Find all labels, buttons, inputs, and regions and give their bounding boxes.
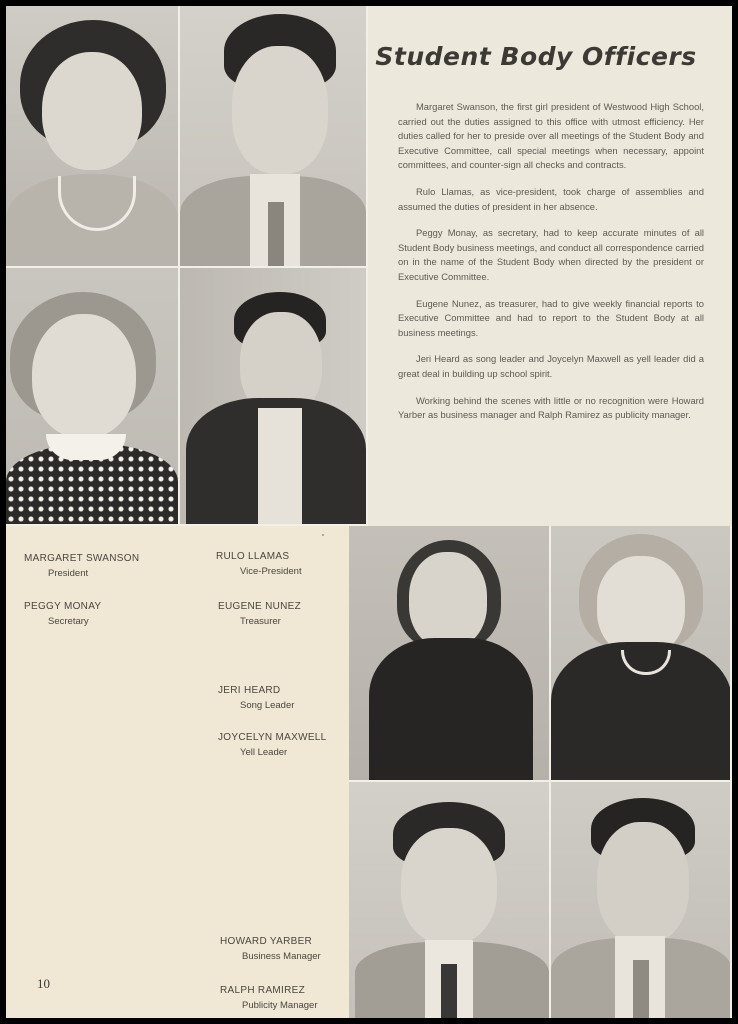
page-title: Student Body Officers [375, 42, 697, 71]
officer-role-yell-leader: Yell Leader [240, 747, 288, 758]
officer-role-president: President [48, 568, 89, 579]
article-paragraph: Jeri Heard as song leader and Joycelyn Maxwell as yell leader did a great deal in building up school spirit. [398, 353, 704, 379]
portrait-ralph-ramirez [551, 782, 732, 1018]
officer-name-yell-leader: JOYCELYN MAXWELL [218, 732, 327, 743]
portrait-jeri-heard [349, 526, 551, 782]
officer-name-treasurer: EUGENE NUNEZ [218, 601, 302, 612]
page-number: 10 [37, 976, 50, 991]
print-speck [322, 534, 324, 536]
officer-name-secretary: PEGGY MONAY [24, 601, 102, 612]
portrait-peggy-monay [6, 268, 180, 526]
officer-role-song-leader: Song Leader [240, 700, 295, 711]
article-paragraph: Margaret Swanson, the first girl president of Westwood High School, carried out the duties assigned to this office with utmost efficiency. Her duties called for her to preside over all meetings of the Student Body and Executive Committee, call special meetings when necessary, appoint committees, and counter-sign all checks and contracts. [398, 101, 704, 171]
portrait-eugene-nunez [180, 268, 368, 526]
officer-role-business-manager: Business Manager [242, 951, 321, 962]
portrait-joycelyn-maxwell [551, 526, 732, 782]
officer-name-publicity-manager: RALPH RAMIREZ [220, 985, 306, 996]
officer-name-president: MARGARET SWANSON [24, 553, 140, 564]
portrait-margaret-swanson [6, 6, 180, 268]
officer-name-vice-president: RULO LLAMAS [216, 551, 290, 562]
officer-role-publicity-manager: Publicity Manager [242, 1000, 318, 1011]
officer-role-vice-president: Vice-President [240, 566, 302, 577]
article-paragraph: Eugene Nunez, as treasurer, had to give weekly financial reports to Executive Committee and had to report to the Student Body at all business meetings. [398, 297, 704, 338]
officer-role-treasurer: Treasurer [240, 616, 281, 627]
article-paragraph: Working behind the scenes with little or no recognition were Howard Yarber as business manager and Ralph Ramirez as publicity manager. [398, 394, 704, 421]
portrait-rulo-llamas [180, 6, 368, 268]
officer-name-song-leader: JERI HEARD [218, 685, 281, 696]
article-paragraph: Rulo Llamas, as vice-president, took charge of assemblies and assumed the duties of president in her absence. [398, 185, 704, 212]
officer-name-business-manager: HOWARD YARBER [220, 936, 313, 947]
officer-role-secretary: Secretary [48, 616, 89, 627]
portrait-howard-yarber [349, 782, 551, 1018]
yearbook-page [6, 6, 732, 1018]
article-paragraph: Peggy Monay, as secretary, had to keep accurate minutes of all Student Body business meetings, and conduct all correspondence carried on in the name of the Student Body when directed by the president or Executive Committee. [398, 227, 704, 282]
article-text [398, 100, 704, 435]
